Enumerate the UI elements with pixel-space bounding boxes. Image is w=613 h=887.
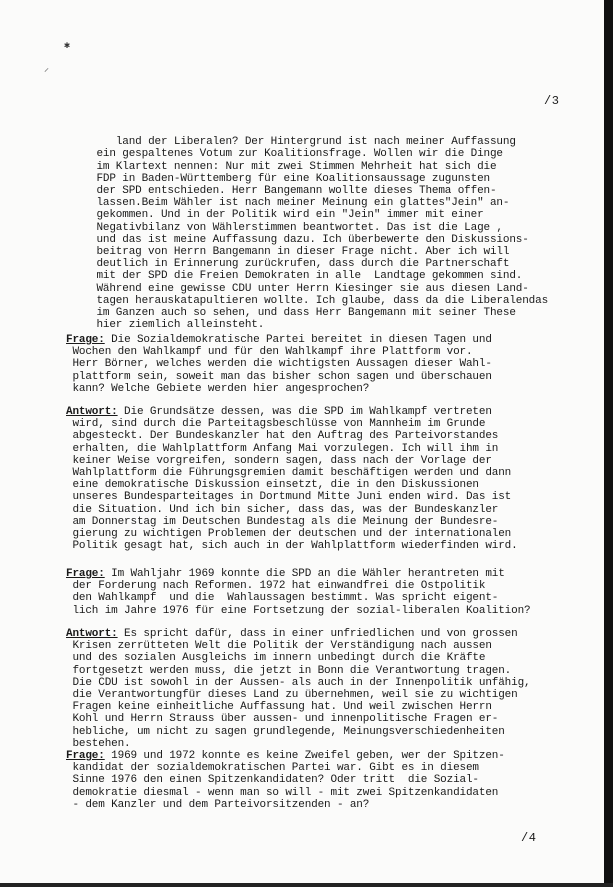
scan-edge-right	[604, 0, 613, 887]
paragraph-text: Die Sozialdemokratische Partei bereitet in diesen Tagen und Wochen den Wahlkampf und für den Wahlkampf ihre Plattform vor. Herr Börner, welches werden die wichtigsten Aussagen dieser Wahl- plattform sein, soweit man das bisher schon sagen und überschauen kann? Welche Gebiete werden hier angesprochen?	[72, 334, 492, 395]
paragraph-continuation	[90, 124, 600, 344]
answer-paragraph	[66, 406, 588, 552]
scan-pen-mark: ⸝	[44, 64, 49, 75]
page-number-bottom: /4	[521, 831, 537, 845]
paragraph-text: Im Wahljahr 1969 konnte die SPD an die Wähler herantreten mit der Forderung nach Reformen. 1972 hat einwandfrei die Ostpolitik den Wahlkampf und die Wahlaussagen bestimmt. Was spricht eigent- lich im Jahre 1976 für eine Fortsetzung der sozial-liberalen Koalition?	[72, 568, 531, 617]
question-paragraph	[66, 750, 588, 811]
question-label: Frage:	[66, 334, 105, 346]
scan-speck-mark: ✱	[64, 41, 71, 52]
question-label: Frage:	[66, 568, 105, 580]
scan-edge-bottom	[0, 883, 613, 887]
answer-paragraph	[66, 628, 588, 750]
paragraph-text: Es spricht dafür, dass in einer unfriedlichen und von grossen Krisen zerrütteten Welt die Politik der Verständigung nach aussen und des sozialen Ausgleichs im innern unbedingt durch die Kräfte fortgesetzt werden muss, die jetzt in Bonn die Verantwortung tragen. Die CDU ist sowohl in der Aussen- als auch in der Innenpolitik unfähig, die Verantwortungfür dieses Land zu übernehmen, weil sie zu wichtigen Fragen keine einheitliche Auffassung hat. Und weil zwischen Herrn Kohl und Herrn Strauss über aussen- und innenpolitische Fragen er- hebliche, um nicht zu sagen grundlegende, Meinungsverschiedenheiten bestehen.	[72, 628, 531, 750]
paragraph-text: 1969 und 1972 konnte es keine Zweifel geben, wer der Spitzen- kandidat der sozialdemokratischen Partei war. Gibt es in diesem Sinne 1976 den einen Spitzenkandidaten? Oder tritt die Sozial- demokratie diesmal - wenn man so will - mit zwei Spitzenkandidaten - dem Kanzler und dem Parteivorsitzenden - an?	[72, 750, 505, 811]
answer-label: Antwort:	[66, 406, 118, 418]
paragraph-text: land der Liberalen? Der Hintergrund ist nach meiner Auffassung ein gespaltenes Votum zur Koalitionsfrage. Wollen wir die Dinge im Klartext nennen: Nur mit zwei Stimmen Mehrheit hat sich die FDP in Baden-Württemberg für eine Koalitionsaussage zugunsten der SPD entschieden. Herr Bangemann wollte dieses Thema offen- lassen.Beim Wähler ist nach meiner Meinung ein glattes"Jein" an- gekommen. Und in der Politik wird ein "Jein" immer mit einer Negativbilanz von Wählerstimmen beantwortet. Das ist die Lage , und das ist meine Auffassung dazu. Ich überbewerte den Diskussions- beitrag von Herrn Bangemann in dieser Frage nicht. Aber ich will deutlich in Erinnerung zurückrufen, dass durch die Partnerschaft mit der SPD die Freien Demokraten in alle Landtage gekommen sind. Während eine gewisse CDU unter Herrn Kiesinger sie aus diesen Land- tagen herauskatapultieren wollte. Ich glaube, dass da die Liberalendas im Ganzen auch so sehen, und dass Herr Bangemann mit seiner These hier ziemlich alleinsteht.	[96, 136, 549, 332]
page-number-top: /3	[544, 94, 560, 108]
question-label: Frage:	[66, 750, 105, 762]
answer-label: Antwort:	[66, 628, 118, 640]
question-paragraph	[66, 334, 588, 395]
question-paragraph	[66, 568, 588, 617]
paragraph-text: Die Grundsätze dessen, was die SPD im Wahlkampf vertreten wird, sind durch die Parteitagsbeschlüsse von Mannheim im Grunde abgesteckt. Der Bundeskanzler hat den Auftrag des Parteivorstandes erhalten, die Wahlplattform Anfang Mai vorzulegen. Ich will ihm in keiner Weise vorgreifen, sondern sagen, dass nach der Vorlage der Wahlplattform die Führungsgremien damit beschäftigen werden und dann eine demokratische Diskussion einsetzt, die in den Diskussionen unseres Bundesparteitages in Dortmund Mitte Juni enden wird. Das ist die Situation. Und ich bin sicher, dass das, was der Bundeskanzler am Donnerstag im Deutschen Bundestag als die Meinung der Bundesre- gierung zu wichtigen Problemen der deutschen und der internationalen Politik gesagt hat, sich auch in der Wahlplattform wiederfinden wird.	[72, 406, 518, 553]
